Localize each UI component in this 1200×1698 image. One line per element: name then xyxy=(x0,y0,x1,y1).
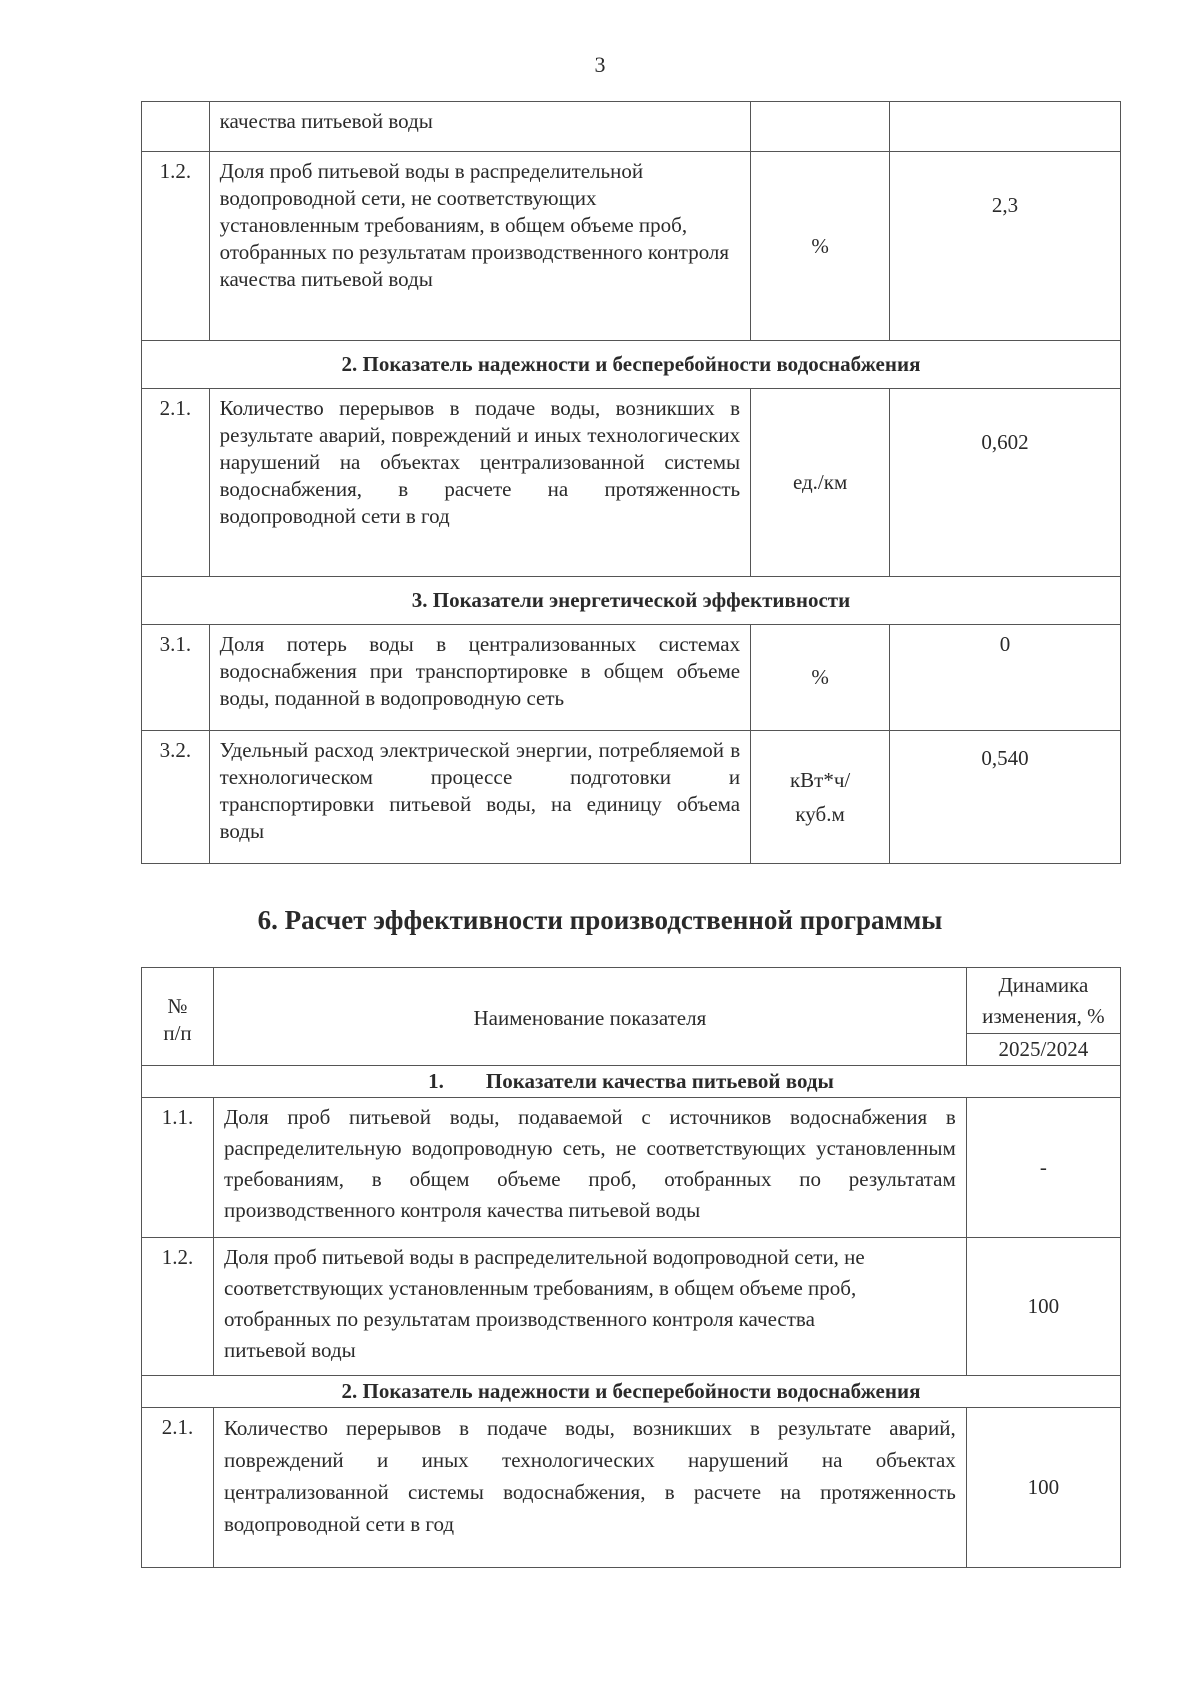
value-cell: 0,540 xyxy=(890,731,1121,864)
unit-cell xyxy=(751,731,890,864)
row-number: 1.2. xyxy=(142,152,210,341)
table-row xyxy=(142,1098,1121,1238)
header-num-line: № xyxy=(167,993,188,1018)
table-row xyxy=(142,1408,1121,1568)
section-title: 3. Показатели энергетической эффективности xyxy=(142,577,1121,625)
table-row xyxy=(142,102,1121,152)
row-number: 3.2. xyxy=(142,731,210,864)
value-cell: 0,602 xyxy=(890,389,1121,577)
indicator-name: Количество перерывов в подаче воды, возникших в результате аварий, повреждений и иных технологических нарушений на объектах централизованной системы водоснабжения, в расчете на протяженность водопроводной сети в год xyxy=(209,389,750,577)
section-row xyxy=(142,1376,1121,1408)
dynamics-value: - xyxy=(966,1098,1120,1238)
header-period: 2025/2024 xyxy=(966,1034,1120,1066)
row-number: 1.1. xyxy=(142,1098,214,1238)
value-cell: 2,3 xyxy=(890,152,1121,341)
indicator-name: Доля потерь воды в централизованных системах водоснабжения при транспортировке в общем объеме воды, поданной в водопроводную сеть xyxy=(209,625,750,731)
section-heading: 6. Расчет эффективности производственной программы xyxy=(257,905,943,935)
value-cell: 0 xyxy=(890,625,1121,731)
header-dynamics-line: изменения, % xyxy=(982,1003,1105,1028)
efficiency-table xyxy=(141,967,1121,1568)
indicator-name: Доля проб питьевой воды, подаваемой с источников водоснабжения в распределительную водопроводную сеть, не соответствующих установленным требованиям, в общем объеме проб, отобранных по результатам производственного контроля качества питьевой воды xyxy=(213,1098,966,1238)
header-dynamics-line: Динамика xyxy=(998,972,1089,997)
section-title: 1. Показатели качества питьевой воды xyxy=(142,1066,1121,1098)
indicator-name: Удельный расход электрической энергии, потребляемой в технологическом процессе подготовки и транспортировки питьевой воды, на единицу объема воды xyxy=(209,731,750,864)
header-row xyxy=(142,968,1121,1034)
row-number: 2.1. xyxy=(142,1408,214,1568)
page-number: 3 xyxy=(594,52,606,77)
row-number xyxy=(142,102,210,152)
header-dynamics xyxy=(966,968,1120,1034)
unit-cell: % xyxy=(751,152,890,341)
section-title: 2. Показатель надежности и бесперебойности водоснабжения xyxy=(142,341,1121,389)
section-title: 2. Показатель надежности и бесперебойности водоснабжения xyxy=(142,1376,1121,1408)
indicators-table xyxy=(141,101,1121,864)
dynamics-value: 100 xyxy=(966,1238,1120,1376)
header-name: Наименование показателя xyxy=(213,968,966,1066)
unit-line: кВт*ч/ xyxy=(789,768,851,792)
section-row xyxy=(142,341,1121,389)
value-cell xyxy=(890,102,1121,152)
header-num-line: п/п xyxy=(163,1020,192,1045)
table-row xyxy=(142,152,1121,341)
table-row xyxy=(142,625,1121,731)
header-num xyxy=(142,968,214,1066)
indicator-name: Количество перерывов в подаче воды, возникших в результате аварий, повреждений и иных технологических нарушений на объектах централизованной системы водоснабжения, в расчете на протяженность водопроводной сети в год xyxy=(213,1408,966,1568)
table-row xyxy=(142,731,1121,864)
unit-cell xyxy=(751,102,890,152)
indicator-name: качества питьевой воды xyxy=(209,102,750,152)
unit-cell: % xyxy=(751,625,890,731)
row-number: 1.2. xyxy=(142,1238,214,1376)
unit-line: куб.м xyxy=(795,802,845,826)
section-row xyxy=(142,577,1121,625)
indicator-name: Доля проб питьевой воды в распределительной водопроводной сети, не соответствующих установленным требованиям, в общем объеме проб, отобранных по результатам производственного контроля качества питьевой воды xyxy=(209,152,750,341)
dynamics-value: 100 xyxy=(966,1408,1120,1568)
section-row xyxy=(142,1066,1121,1098)
table-row xyxy=(142,1238,1121,1376)
indicator-name: Доля проб питьевой воды в распределительной водопроводной сети, не соответствующих установленным требованиям, в общем объеме проб, отобранных по результатам производственного контроля качества питьевой воды xyxy=(213,1238,966,1376)
table-row xyxy=(142,389,1121,577)
unit-cell: ед./км xyxy=(751,389,890,577)
row-number: 3.1. xyxy=(142,625,210,731)
row-number: 2.1. xyxy=(142,389,210,577)
